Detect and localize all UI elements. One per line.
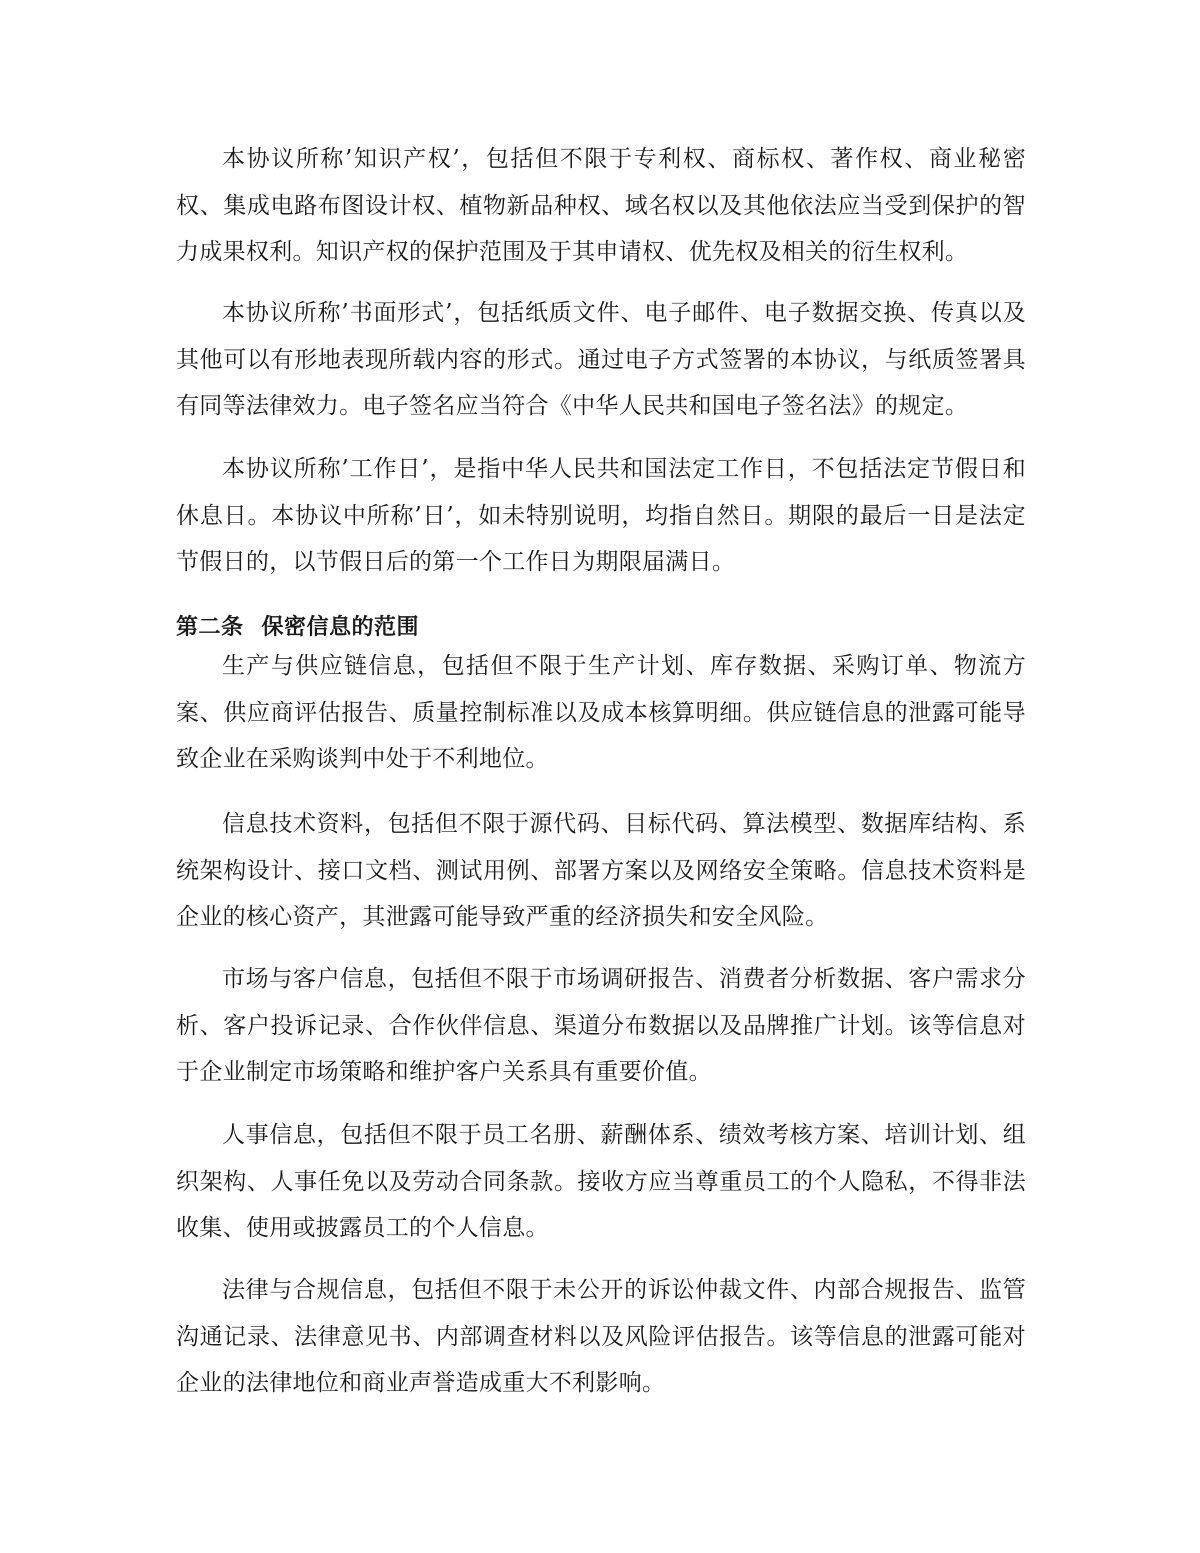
paragraph-written-form (176, 290, 1026, 430)
paragraph-text: 生产与供应链信息，包括但不限于生产计划、库存数据、采购订单、物流方案、供应商评估报告、质量控制标准以及成本核算明细。供应链信息的泄露可能导致企业在采购谈判中处于不利地位。 (176, 653, 1026, 772)
paragraph-text: 人事信息，包括但不限于员工名册、薪酬体系、绩效考核方案、培训计划、组织架构、人事任免以及劳动合同条款。接收方应当尊重员工的个人隐私，不得非法收集、使用或披露员工的个人信息。 (176, 1122, 1026, 1241)
paragraph-text: 市场与客户信息，包括但不限于市场调研报告、消费者分析数据、客户需求分析、客户投诉记录、合作伙伴信息、渠道分布数据以及品牌推广计划。该等信息对于企业制定市场策略和维护客户关系具有重要价值。 (176, 966, 1026, 1085)
paragraph-text: 本协议所称’书面形式’，包括纸质文件、电子邮件、电子数据交换、传真以及其他可以有形地表现所载内容的形式。通过电子方式签署的本协议，与纸质签署具有同等法律效力。电子签名应当符合《中华人民共和国电子签名法》的规定。 (176, 300, 1026, 419)
paragraph-text: 本协议所称’知识产权’，包括但不限于专利权、商标权、著作权、商业秘密权、集成电路布图设计权、植物新品种权、域名权以及其他依法应当受到保护的智力成果权利。知识产权的保护范围及于其申请权、优先权及相关的衍生权利。 (176, 146, 1026, 265)
paragraph-text: 信息技术资料，包括但不限于源代码、目标代码、算法模型、数据库结构、系统架构设计、接口文档、测试用例、部署方案以及网络安全策略。信息技术资料是企业的核心资产，其泄露可能导致严重的经济损失和安全风险。 (176, 811, 1026, 930)
section-number: 第二条 (176, 615, 244, 640)
paragraph-working-day (176, 446, 1026, 586)
paragraph-text: 法律与合规信息，包括但不限于未公开的诉讼仲裁文件、内部合规报告、监管沟通记录、法律意见书、内部调查材料以及风险评估报告。该等信息的泄露可能对企业的法律地位和商业声誉造成重大不利影响。 (176, 1277, 1026, 1396)
paragraph-market-customer (176, 956, 1026, 1096)
paragraph-intellectual-property (176, 136, 1026, 276)
paragraph-supply-chain (176, 643, 1026, 783)
section-heading (176, 613, 1026, 643)
paragraph-it-materials (176, 801, 1026, 941)
section-title: 保密信息的范围 (261, 615, 420, 640)
paragraph-text: 本协议所称’工作日’，是指中华人民共和国法定工作日，不包括法定节假日和休息日。本协议中所称’日’，如未特别说明，均指自然日。期限的最后一日是法定节假日的，以节假日后的第一个工作日为期限届满日。 (176, 456, 1026, 575)
paragraph-legal-compliance (176, 1267, 1026, 1407)
paragraph-personnel (176, 1112, 1026, 1252)
